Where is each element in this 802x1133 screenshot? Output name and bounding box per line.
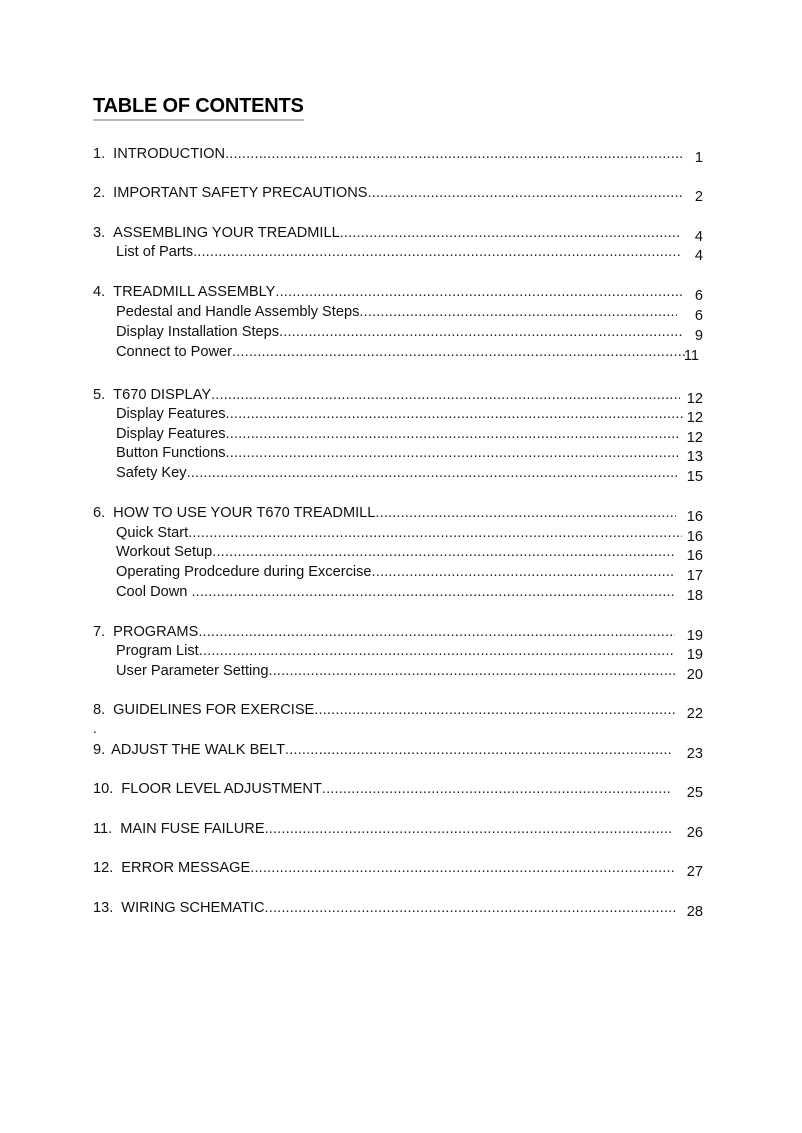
toc-entry-label: User Parameter Setting bbox=[116, 663, 269, 679]
toc-entry-page: 16 bbox=[686, 509, 703, 525]
toc-entry-programs[interactable] bbox=[93, 622, 703, 642]
toc-entry-number: 10. bbox=[93, 781, 114, 797]
toc-entry-label: ERROR MESSAGE bbox=[121, 860, 251, 876]
toc-entry-floor-level[interactable] bbox=[93, 779, 703, 799]
toc-entry-guidelines[interactable] bbox=[93, 700, 703, 720]
toc-entry-how-to-use[interactable] bbox=[93, 503, 703, 523]
toc-entry-label: Safety Key bbox=[116, 465, 187, 481]
toc-entry-label: MAIN FUSE FAILURE bbox=[120, 821, 265, 837]
toc-entry-page: 19 bbox=[686, 628, 703, 644]
toc-entry-pedestal-handle[interactable] bbox=[93, 302, 703, 322]
toc-entry-label: T670 DISPLAY bbox=[113, 387, 212, 403]
toc-entry-page: 4 bbox=[694, 248, 703, 264]
toc-entry-page: 6 bbox=[694, 288, 703, 304]
toc-entry-list-of-parts[interactable] bbox=[93, 242, 703, 262]
dot-leader bbox=[372, 562, 675, 582]
toc-entry-connect-power[interactable] bbox=[93, 342, 703, 362]
toc-entry-label: Quick Start bbox=[116, 525, 189, 541]
toc-entry-page: 12 bbox=[686, 391, 703, 407]
toc-entry-page: 12 bbox=[686, 430, 703, 446]
toc-entry-display-features[interactable] bbox=[93, 404, 703, 424]
toc-entry-button-functions[interactable] bbox=[93, 443, 703, 463]
toc-entry-display-features-2[interactable] bbox=[93, 424, 703, 444]
toc-entry-label: GUIDELINES FOR EXERCISE bbox=[113, 702, 315, 718]
dot-leader bbox=[285, 740, 671, 760]
toc-entry-number: 3. bbox=[93, 225, 106, 241]
toc-entry-wiring-schematic[interactable] bbox=[93, 898, 703, 918]
dot-leader bbox=[265, 819, 672, 839]
toc-entry-safety-key[interactable] bbox=[93, 463, 703, 483]
toc-entry-label: Display Installation Steps bbox=[116, 324, 280, 340]
toc-entry-label: Operating Prodcedure during Excercise bbox=[116, 564, 372, 580]
dot-leader bbox=[226, 443, 679, 463]
dot-leader bbox=[226, 424, 680, 444]
toc-entry-label: Cool Down bbox=[116, 584, 192, 600]
toc-entry-page: 26 bbox=[686, 825, 703, 841]
toc-entry-label: ADJUST THE WALK BELT bbox=[111, 742, 285, 758]
toc-entry-quick-start[interactable] bbox=[93, 523, 703, 543]
dot-leader bbox=[211, 385, 680, 405]
dot-leader bbox=[265, 898, 676, 918]
dot-leader bbox=[193, 242, 681, 262]
toc-entry-page: 1 bbox=[694, 150, 703, 166]
toc-entry-page: 20 bbox=[686, 667, 703, 683]
stray-period: . bbox=[93, 720, 97, 736]
toc-entry-page: 25 bbox=[686, 785, 703, 801]
toc-entry-error-message[interactable] bbox=[93, 858, 703, 878]
toc-entry-number: 6. bbox=[93, 505, 106, 521]
toc-entry-number: 11. bbox=[93, 821, 113, 837]
toc-entry-assembling[interactable] bbox=[93, 223, 703, 243]
toc-entry-introduction[interactable] bbox=[93, 144, 703, 164]
toc-entry-number: 4. bbox=[93, 284, 106, 300]
toc-entry-label: FLOOR LEVEL ADJUSTMENT bbox=[121, 781, 322, 797]
dot-leader bbox=[340, 223, 680, 243]
toc-entry-program-list[interactable] bbox=[93, 641, 703, 661]
toc-entry-label: Program List bbox=[116, 643, 199, 659]
dot-leader bbox=[212, 542, 675, 562]
dot-leader bbox=[375, 503, 676, 523]
toc-entry-label: Display Features bbox=[116, 426, 226, 442]
toc-entry-treadmill-assembly[interactable] bbox=[93, 282, 703, 302]
toc-entry-label: HOW TO USE YOUR T670 TREADMILL bbox=[113, 505, 376, 521]
dot-leader bbox=[188, 523, 682, 543]
toc-entry-cool-down[interactable] bbox=[93, 582, 703, 602]
toc-entry-page: 27 bbox=[686, 864, 703, 880]
toc-entry-page: 2 bbox=[694, 189, 703, 205]
toc-entry-label: Connect to Power bbox=[116, 344, 233, 360]
toc-entry-main-fuse[interactable] bbox=[93, 819, 703, 839]
toc-entry-label: Button Functions bbox=[116, 445, 226, 461]
toc-entry-label: List of Parts bbox=[116, 244, 194, 260]
dot-leader bbox=[368, 183, 683, 203]
toc-entry-page: 15 bbox=[686, 469, 703, 485]
dot-leader bbox=[187, 463, 679, 483]
dot-leader bbox=[279, 322, 683, 342]
dot-leader bbox=[250, 858, 675, 878]
dot-leader bbox=[225, 144, 683, 164]
toc-entry-label: Display Features bbox=[116, 406, 226, 422]
toc-entry-page: 17 bbox=[686, 568, 703, 584]
toc-entry-page: 16 bbox=[686, 529, 703, 545]
toc-entry-number: 7. bbox=[93, 624, 106, 640]
toc-entry-number: 12. bbox=[93, 860, 114, 876]
dot-leader bbox=[232, 342, 686, 362]
dot-leader bbox=[191, 582, 675, 602]
dot-leader bbox=[269, 661, 676, 681]
toc-entry-page: 28 bbox=[686, 904, 703, 920]
toc-entry-page: 11 bbox=[683, 348, 699, 364]
dot-leader bbox=[226, 404, 684, 424]
toc-entry-label: INTRODUCTION bbox=[113, 146, 226, 162]
toc-entry-page: 6 bbox=[694, 308, 703, 324]
toc-entry-page: 13 bbox=[686, 449, 703, 465]
toc-entry-page: 22 bbox=[686, 706, 703, 722]
toc-entry-page: 19 bbox=[686, 647, 703, 663]
toc-entry-label: Pedestal and Handle Assembly Steps bbox=[116, 304, 360, 320]
toc-entry-label: ASSEMBLING YOUR TREADMILL bbox=[113, 225, 340, 241]
dot-leader bbox=[314, 700, 675, 720]
toc-entry-label: Workout Setup bbox=[116, 544, 213, 560]
toc-entry-number: 2. bbox=[93, 185, 106, 201]
dot-leader bbox=[322, 779, 671, 799]
toc-entry-number: 8. bbox=[93, 702, 106, 718]
dot-leader bbox=[359, 302, 677, 322]
toc-entry-page: 9 bbox=[694, 328, 703, 344]
toc-entry-workout-setup[interactable] bbox=[93, 542, 703, 562]
page-title: TABLE OF CONTENTS bbox=[93, 94, 304, 121]
toc-entry-number: 5. bbox=[93, 387, 106, 403]
toc-entry-operating-procedure[interactable] bbox=[93, 562, 703, 582]
dot-leader bbox=[198, 622, 675, 642]
toc-entry-number: 1. bbox=[93, 146, 106, 162]
toc-entry-label: IMPORTANT SAFETY PRECAUTIONS bbox=[113, 185, 368, 201]
toc-entry-page: 4 bbox=[694, 229, 703, 245]
toc-entry-label: WIRING SCHEMATIC bbox=[121, 900, 265, 916]
toc-entry-page: 23 bbox=[686, 746, 703, 762]
toc-entry-t670-display[interactable] bbox=[93, 385, 703, 405]
toc-entry-walk-belt[interactable] bbox=[93, 740, 703, 760]
dot-leader bbox=[199, 641, 675, 661]
toc-entry-page: 18 bbox=[686, 588, 703, 604]
toc-entry-number: 13. bbox=[93, 900, 114, 916]
toc-entry-user-parameter[interactable] bbox=[93, 661, 703, 681]
toc-entry-safety-precautions[interactable] bbox=[93, 183, 703, 203]
toc-entry-page: 12 bbox=[686, 410, 703, 426]
toc-entry-page: 16 bbox=[686, 548, 703, 564]
dot-leader bbox=[275, 282, 683, 302]
toc-entry-label: PROGRAMS bbox=[113, 624, 199, 640]
toc-entry-label: TREADMILL ASSEMBLY bbox=[113, 284, 276, 300]
toc-entry-number: 9. bbox=[93, 742, 106, 758]
toc-entry-display-installation[interactable] bbox=[93, 322, 703, 342]
